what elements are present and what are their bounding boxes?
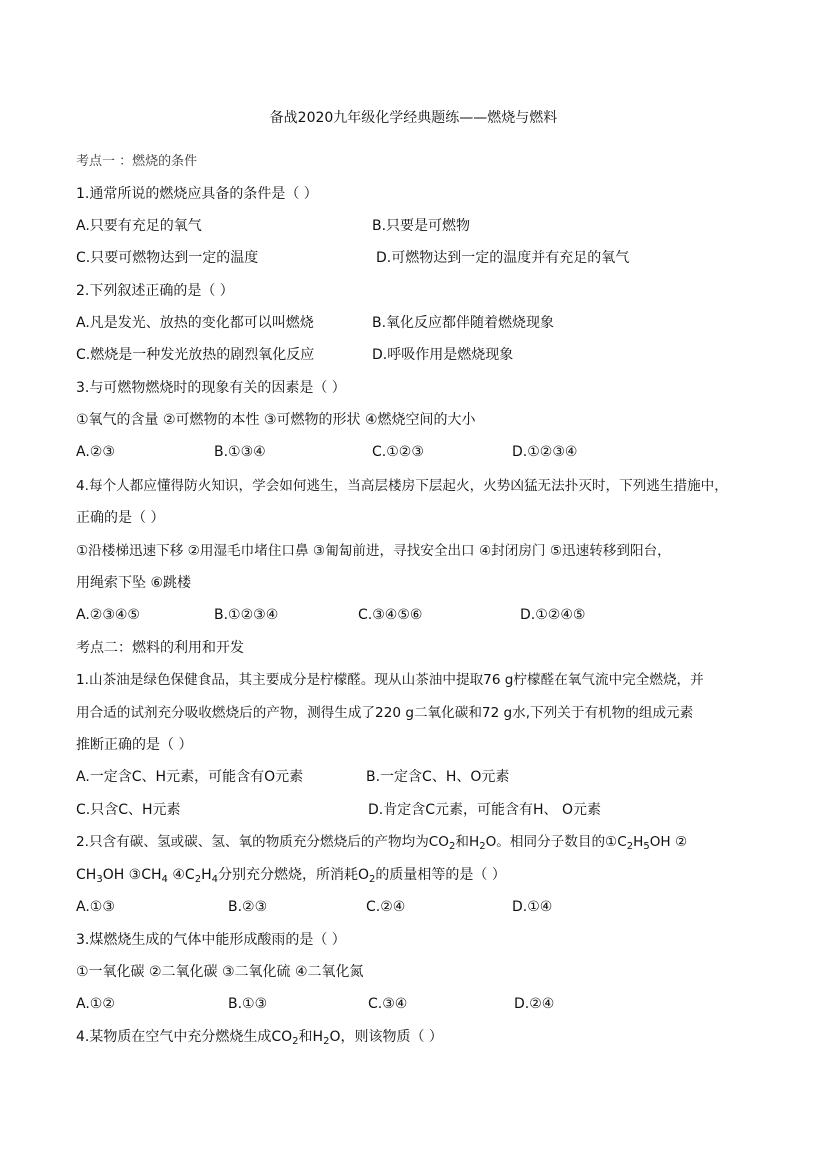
option-b: B.①③: [228, 996, 268, 1012]
option-a: A.凡是发光、放热的变化都可以叫燃烧: [76, 315, 314, 331]
question-stem: 正确的是（ ）: [76, 510, 165, 526]
question-items: ①一氧化碳 ②二氧化碳 ③二氧化硫 ④二氧化氮: [76, 964, 364, 980]
option-a: A.一定含C、H元素，可能含有O元素: [76, 769, 304, 785]
question-stem: 1.山茶油是绿色保健食品，其主要成分是柠檬醛。现从山茶油中提取76 g柠檬醛在氧气流中完全燃烧，并: [76, 672, 704, 688]
option-a: A.只要有充足的氧气: [76, 218, 202, 234]
option-d: D.②④: [514, 996, 555, 1012]
option-c: C.只要可燃物达到一定的温度: [76, 250, 259, 266]
option-d: D.①②④⑤: [520, 607, 586, 623]
question-stem: 2.下列叙述正确的是（ ）: [76, 283, 234, 299]
option-b: B.只要是可燃物: [372, 218, 471, 234]
section-heading-1: 考点一 ：燃烧的条件: [76, 154, 198, 169]
question-items: 用绳索下坠 ⑥跳楼: [76, 575, 192, 591]
option-d: D.可燃物达到一定的温度并有充足的氧气: [376, 250, 630, 266]
question-stem: 推断正确的是（ ）: [76, 737, 193, 753]
option-b: B.氧化反应都伴随着燃烧现象: [372, 315, 555, 331]
question-stem: 4.每个人都应懂得防火知识，学会如何逃生，当高层楼房下层起火，火势凶猛无法扑灭时，下列逃生措施中，: [76, 478, 728, 494]
option-a: A.①③: [76, 899, 115, 915]
option-c: C.只含C、H元素: [76, 802, 181, 818]
option-b: B.一定含C、H、O元素: [366, 769, 510, 785]
option-a: A.①②: [76, 996, 115, 1012]
option-c: C.③④⑤⑥: [358, 607, 423, 623]
question-stem: 3.煤燃烧生成的气体中能形成酸雨的是（ ）: [76, 932, 346, 948]
option-a: A.②③: [76, 444, 115, 460]
option-c: C.②④: [366, 899, 406, 915]
option-b: B.①③④: [214, 444, 266, 460]
option-d: D.①②③④: [512, 444, 578, 460]
option-b: B.②③: [228, 899, 268, 915]
option-c: C.燃烧是一种发光放热的剧烈氧化反应: [76, 347, 315, 363]
question-stem: $CH_3OH$ $③CH_4$ $④C_2H_4$分别充分燃烧，所消耗$O_2$的质量相等的是（ ）: [76, 867, 506, 885]
option-b: B.①②③④: [214, 607, 279, 623]
question-items: ①沿楼梯迅速下移 ②用湿毛巾堵住口鼻 ③匍匐前进，寻找安全出口 ④封闭房门 ⑤迅速转移到阳台，: [76, 543, 671, 559]
question-stem: 用合适的试剂充分吸收燃烧后的产物，测得生成了220 g二氧化碳和72 g水,下列关于有机物的组成元素: [76, 705, 694, 721]
option-d: D.肯定含C元素，可能含有H、 O元素: [368, 802, 602, 818]
question-stem: 1.通常所说的燃烧应具备的条件是（ ）: [76, 186, 318, 202]
document-title: 备战2020九年级化学经典题练——燃烧与燃料: [269, 110, 558, 126]
question-items: ①氧气的含量 ②可燃物的本性 ③可燃物的形状 ④燃烧空间的大小: [76, 412, 476, 428]
option-d: D.呼吸作用是燃烧现象: [372, 347, 514, 363]
option-c: C.③④: [368, 996, 408, 1012]
option-d: D.①④: [512, 899, 553, 915]
option-c: C.①②③: [372, 444, 424, 460]
question-stem: 2.只含有碳、氢或碳、氢、氧的物质充分燃烧后的产物均为$CO_2$和$H_2O$。相同分子数目的$①C_2H_5OH$ ②: [76, 834, 688, 852]
section-heading-2: 考点二：燃料的利用和开发: [76, 640, 244, 656]
option-a: A.②③④⑤: [76, 607, 140, 623]
question-stem: 3.与可燃物燃烧时的现象有关的因素是（ ）: [76, 380, 346, 396]
question-stem: 4.某物质在空气中充分燃烧生成$CO_2$和$H_2O$，则该物质（ ）: [76, 1029, 443, 1047]
